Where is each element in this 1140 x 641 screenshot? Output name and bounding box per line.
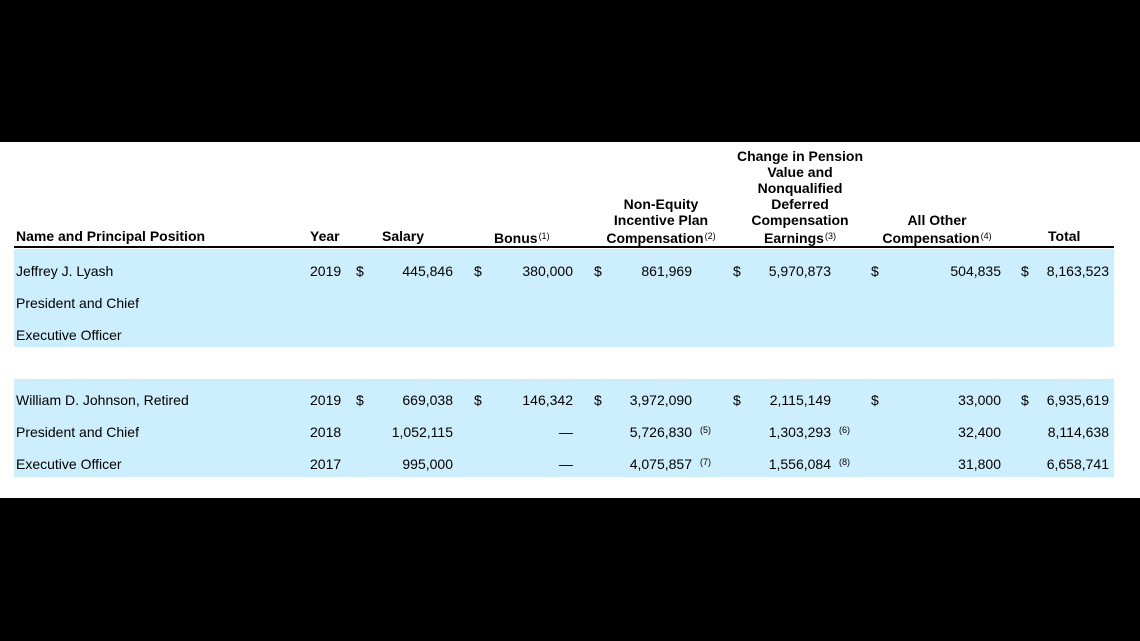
johnson-2019-total: 6,935,619 <box>1046 392 1109 408</box>
johnson-2019-total-dollar: $ <box>1021 392 1029 408</box>
johnson-2018-total: 8,114,638 <box>1047 424 1109 440</box>
lyash-total-dollar: $ <box>1021 263 1029 279</box>
lyash-pension-dollar: $ <box>733 263 741 279</box>
lyash-other-dollar: $ <box>871 263 879 279</box>
johnson-2019-salary-dollar: $ <box>356 392 364 408</box>
johnson-2018-year: 2018 <box>310 424 342 440</box>
lyash-salary-dollar: $ <box>356 263 364 279</box>
header-rule <box>14 246 1114 248</box>
johnson-2018-salary: 1,052,115 <box>391 424 453 440</box>
lyash-title-line1: President and Chief <box>16 295 139 311</box>
lyash-name: Jeffrey J. Lyash <box>16 263 114 279</box>
johnson-2017-year: 2017 <box>310 456 342 472</box>
johnson-2017-salary: 995,000 <box>402 456 453 472</box>
lyash-other: 504,835 <box>950 263 1001 279</box>
lyash-nonequity-dollar: $ <box>594 263 602 279</box>
header-bonus-note: (1) <box>538 231 550 241</box>
header-other-note: (4) <box>980 231 992 241</box>
lyash-salary: 445,846 <box>402 263 453 279</box>
lyash-bonus: 380,000 <box>522 263 573 279</box>
johnson-2019-bonus-dollar: $ <box>474 392 482 408</box>
johnson-2019-other-dollar: $ <box>871 392 879 408</box>
johnson-2019-nonequity: 3,972,090 <box>629 392 692 408</box>
johnson-2019-pension-dollar: $ <box>733 392 741 408</box>
johnson-2018-other: 32,400 <box>958 424 1001 440</box>
lyash-pension: 5,970,873 <box>768 263 831 279</box>
johnson-2017-nonequity-note: (7) <box>700 457 711 467</box>
johnson-2019-nonequity-dollar: $ <box>594 392 602 408</box>
johnson-2017-pension-note: (8) <box>839 457 850 467</box>
johnson-2018-pension-note: (6) <box>839 425 850 435</box>
lyash-total: 8,163,523 <box>1046 263 1109 279</box>
johnson-2018-nonequity: 5,726,830 <box>629 424 692 440</box>
header-other: All Other Compensation$^{(4)}$ <box>882 212 992 246</box>
header-pension-note: (3) <box>824 231 836 241</box>
header-total: Total <box>1048 228 1081 244</box>
lyash-title-line2: Executive Officer <box>16 327 122 343</box>
johnson-2019-year: 2019 <box>310 392 342 408</box>
johnson-2018-bonus: — <box>559 424 573 440</box>
lyash-year: 2019 <box>310 263 342 279</box>
johnson-2017-bonus: — <box>559 456 573 472</box>
johnson-2017-pension: 1,556,084 <box>768 456 831 472</box>
johnson-2019-pension: 2,115,149 <box>769 392 831 408</box>
compensation-table <box>0 142 1140 498</box>
johnson-2019-bonus: 146,342 <box>522 392 573 408</box>
header-name: Name and Principal Position <box>16 228 206 244</box>
header-nonequity: Non-Equity Incentive Plan Compensation$^{(2)}$ <box>606 196 716 246</box>
johnson-2017-other: 31,800 <box>958 456 1001 472</box>
johnson-2019-other: 33,000 <box>958 392 1001 408</box>
header-nonequity-note: (2) <box>704 231 716 241</box>
header-pension: Change in Pension Value and Nonqualified Deferred Compensation Earnings$^{(3)}$ <box>736 148 863 246</box>
johnson-2017-nonequity: 4,075,857 <box>629 456 692 472</box>
header-bonus: Bonus$^{(1)}$ <box>494 230 550 246</box>
lyash-nonequity: 861,969 <box>641 263 692 279</box>
johnson-2018-nonequity-note: (5) <box>700 425 711 435</box>
johnson-2017-total: 6,658,741 <box>1046 456 1109 472</box>
lyash-bonus-dollar: $ <box>474 263 482 279</box>
johnson-2019-salary: 669,038 <box>402 392 453 408</box>
header-salary: Salary <box>382 228 425 244</box>
johnson-name: William D. Johnson, Retired <box>16 392 189 408</box>
johnson-title-line2: Executive Officer <box>16 456 122 472</box>
johnson-2018-pension: 1,303,293 <box>768 424 831 440</box>
johnson-title-line1: President and Chief <box>16 424 139 440</box>
header-year: Year <box>310 228 340 244</box>
